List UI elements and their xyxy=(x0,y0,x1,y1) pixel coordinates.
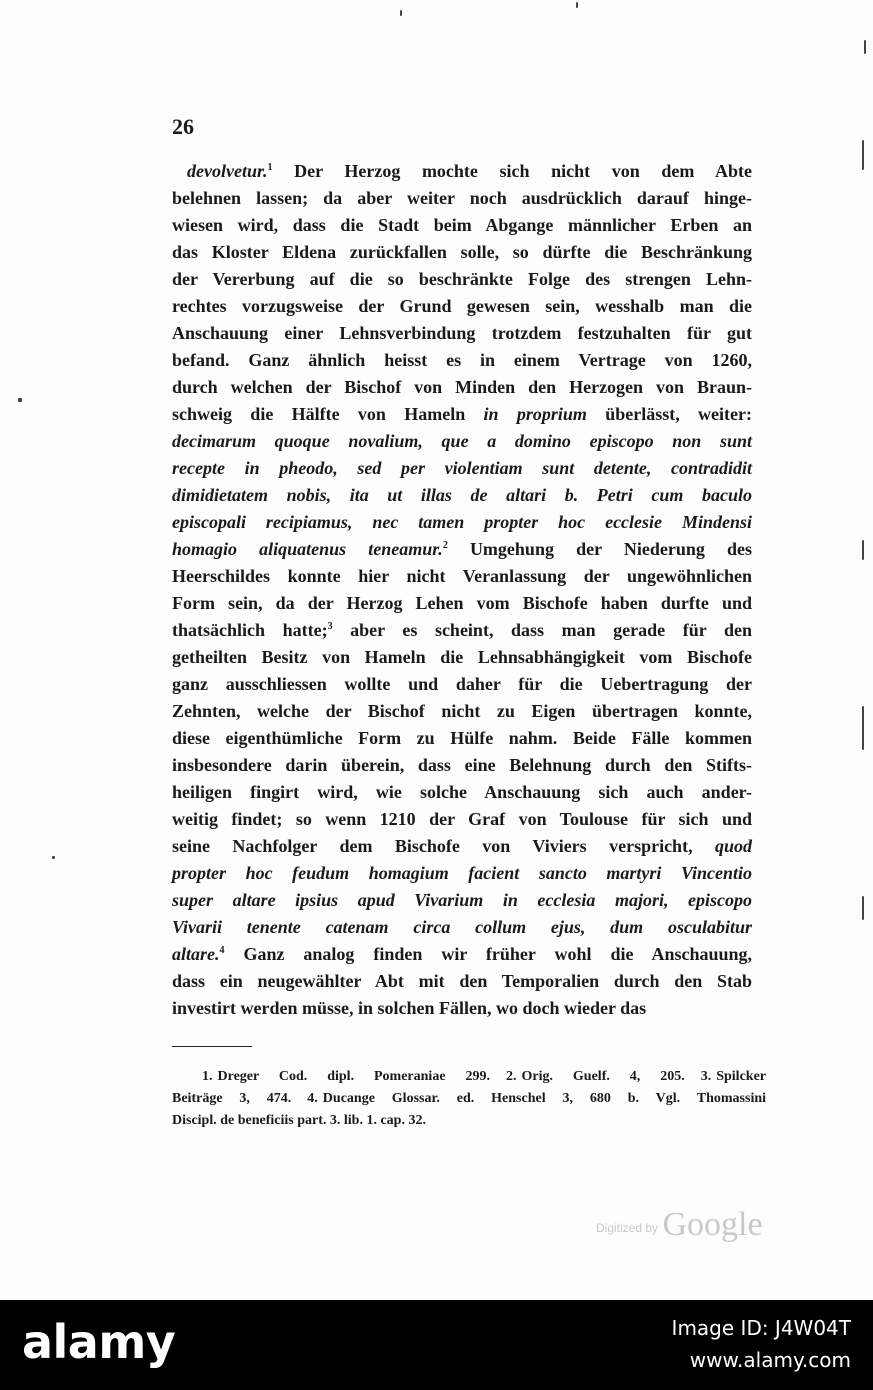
footnote-text: Dreger Cod. dipl. Pomeraniae 299. xyxy=(217,1069,490,1084)
text-line xyxy=(172,779,752,806)
text-run: insbesondere darin überein, dass eine Belehnung durch den Stifts- xyxy=(172,755,752,775)
text-run: wiesen wird, dass die Stadt beim Abgange männlicher Erben an xyxy=(172,215,752,235)
footnote-separator xyxy=(172,1046,252,1047)
text-line xyxy=(172,698,752,725)
scan-speck xyxy=(864,40,866,54)
stock-watermark-banner xyxy=(0,1300,873,1390)
text-run: dass ein neugewählter Abt mit den Temporalien durch den Stab xyxy=(172,971,752,991)
footnote-reference: 3 xyxy=(327,621,333,632)
latin-quotation: quod xyxy=(714,836,752,856)
latin-quotation: homagio aliquatenus teneamur. xyxy=(172,539,443,559)
text-line xyxy=(172,158,752,185)
latin-quotation: altare. xyxy=(172,944,220,964)
text-run: aber es scheint, dass man gerade für den xyxy=(332,620,752,640)
text-run: schweig die Hälfte von Hameln xyxy=(172,404,484,424)
footnote-reference: 1 xyxy=(267,162,273,173)
text-line xyxy=(172,941,752,968)
text-run: Heerschildes konnte hier nicht Veranlassung der ungewöhnlichen xyxy=(172,566,752,586)
text-line xyxy=(172,833,752,860)
scan-speck xyxy=(18,398,22,402)
text-run: das Kloster Eldena zurückfallen solle, so dürfte die Beschränkung xyxy=(172,242,752,262)
latin-quotation: devolvetur. xyxy=(187,161,268,181)
watermark-prefix: Digitized by xyxy=(596,1221,659,1235)
scan-speck xyxy=(862,706,864,750)
text-line xyxy=(172,563,752,590)
footnote-number: 4. xyxy=(307,1091,318,1106)
latin-quotation: decimarum quoque novalium, que a domino episcopo non sunt xyxy=(172,431,752,451)
text-line xyxy=(172,725,752,752)
scan-speck xyxy=(862,140,864,170)
text-run: Zehnten, welche der Bischof nicht zu Eigen übertragen konnte, xyxy=(172,701,752,721)
body-text xyxy=(172,158,752,1022)
text-line xyxy=(172,239,752,266)
banner-brand: alamy xyxy=(22,1315,176,1369)
footnote-line xyxy=(172,1110,766,1132)
text-line xyxy=(172,752,752,779)
text-run: überlässt, weiter: xyxy=(586,404,752,424)
footnote-text: Ducange Glossar. ed. Henschel 3, 680 b. Vgl. Thomassini xyxy=(322,1091,767,1106)
text-run: rechtes vorzugsweise der Grund gewesen sein, wesshalb man die xyxy=(172,296,752,316)
text-line xyxy=(172,401,752,428)
banner-site: www.alamy.com xyxy=(689,1348,851,1372)
text-run: investirt werden müsse, in solchen Fällen, wo doch wieder das xyxy=(172,998,647,1018)
footnote-reference: 2 xyxy=(442,540,448,551)
text-run: belehnen lassen; da aber weiter noch ausdrücklich darauf hinge- xyxy=(172,188,752,208)
text-run: getheilten Besitz von Hameln die Lehnsabhängigkeit vom Bischofe xyxy=(172,647,752,667)
footnote-number: 1. xyxy=(202,1069,213,1084)
footnote-reference: 4 xyxy=(219,945,225,956)
footnote-line xyxy=(172,1066,766,1088)
text-run: seine Nachfolger dem Bischofe von Viviers verspricht, xyxy=(172,836,715,856)
text-run: weitig findet; so wenn 1210 der Graf von Toulouse für sich und xyxy=(172,809,752,829)
footnote-number: 2. xyxy=(505,1069,517,1084)
scan-speck xyxy=(400,10,402,16)
text-line xyxy=(172,266,752,293)
scan-speck xyxy=(576,2,578,8)
text-run: befand. Ganz ähnlich heisst es in einem Vertrage von 1260, xyxy=(172,350,752,370)
footnote-text: Beiträge 3, 474. xyxy=(172,1091,292,1106)
text-line xyxy=(172,968,752,995)
footnote-text: Orig. Guelf. 4, 205. xyxy=(521,1069,685,1084)
text-line xyxy=(172,914,752,941)
text-run: Der Herzog mochte sich nicht von dem Abte xyxy=(272,161,752,181)
page-number: 26 xyxy=(172,114,194,139)
text-run: diese eigenthümliche Form zu Hülfe nahm. Beide Fälle kommen xyxy=(172,728,752,748)
text-line xyxy=(172,806,752,833)
footnote-line xyxy=(172,1088,766,1110)
banner-image-id: Image ID: J4W04T xyxy=(671,1316,851,1340)
text-run: Form sein, da der Herzog Lehen vom Bischofe haben durfte und xyxy=(172,593,752,613)
scan-speck xyxy=(862,540,864,560)
text-run: durch welchen der Bischof von Minden den Herzogen von Braun- xyxy=(172,377,752,397)
text-run: ganz ausschliessen wollte und daher für die Uebertragung der xyxy=(172,674,752,694)
latin-quotation: in proprium xyxy=(483,404,587,424)
latin-quotation: dimidietatem nobis, ita ut illas de altari b. Petri cum baculo xyxy=(172,485,752,505)
footnote-text: Discipl. de beneficiis part. 3. lib. 1. cap. 32. xyxy=(172,1113,426,1128)
digitized-by-watermark xyxy=(596,1206,776,1246)
text-line xyxy=(172,644,752,671)
latin-quotation: recepte in pheodo, sed per violentiam sunt detente, contradidit xyxy=(172,458,752,478)
text-line xyxy=(172,455,752,482)
text-run: Ganz analog finden wir früher wohl die Anschauung, xyxy=(224,944,752,964)
text-line xyxy=(172,320,752,347)
text-line xyxy=(172,887,752,914)
text-line xyxy=(172,428,752,455)
text-line xyxy=(172,185,752,212)
text-line xyxy=(172,536,752,563)
text-line xyxy=(172,482,752,509)
text-line xyxy=(172,374,752,401)
text-line xyxy=(172,212,752,239)
text-line xyxy=(172,860,752,887)
watermark-brand: Google xyxy=(662,1206,763,1243)
text-run: heiligen fingirt wird, wie solche Anschauung sich auch ander- xyxy=(172,782,752,802)
scan-speck xyxy=(862,896,864,920)
footnote-text: Spilcker xyxy=(716,1069,766,1084)
text-line xyxy=(172,509,752,536)
text-run: der Vererbung auf die so beschränkte Folge des strengen Lehn- xyxy=(172,269,752,289)
text-line xyxy=(172,347,752,374)
latin-quotation: super altare ipsius apud Vivarium in ecclesia majori, episcopo xyxy=(172,890,752,910)
latin-quotation: Vivarii tenente catenam circa collum ejus, dum osculabitur xyxy=(172,917,752,937)
footnotes xyxy=(172,1066,766,1132)
text-line xyxy=(172,995,752,1022)
text-run: Anschauung einer Lehnsverbindung trotzdem festzuhalten für gut xyxy=(172,323,752,343)
text-run: thatsächlich hatte; xyxy=(172,620,328,640)
text-line xyxy=(172,590,752,617)
latin-quotation: propter hoc feudum homagium facient sancto martyri Vincentio xyxy=(172,863,752,883)
text-line xyxy=(172,671,752,698)
footnote-number: 3. xyxy=(700,1069,712,1084)
latin-quotation: episcopali recipiamus, nec tamen propter hoc ecclesie Mindensi xyxy=(172,512,752,532)
text-line xyxy=(172,293,752,320)
text-run: Umgehung der Niederung des xyxy=(447,539,752,559)
scan-speck xyxy=(52,856,55,859)
text-line xyxy=(172,617,752,644)
